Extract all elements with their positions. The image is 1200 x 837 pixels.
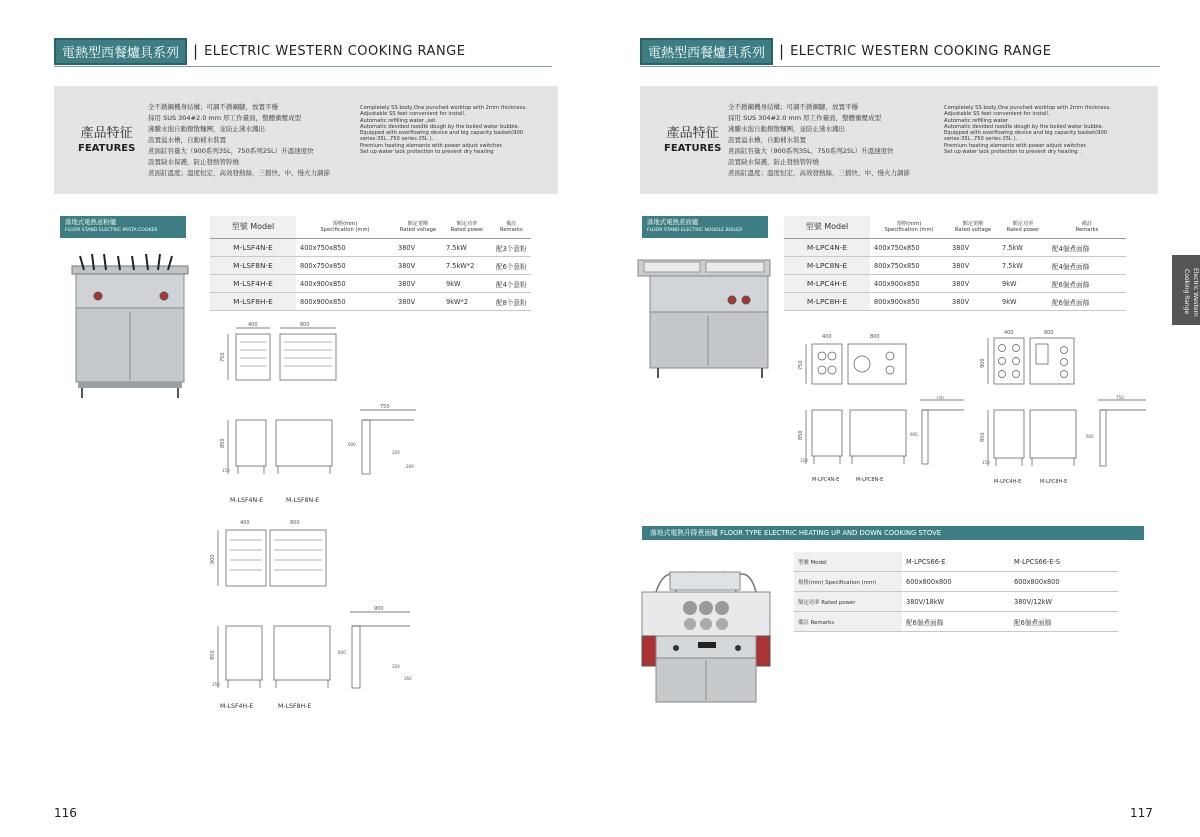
- features-label-zh: 產品特征: [666, 126, 719, 141]
- chapter-side-tab: Electric Western Cooking Range: [1172, 255, 1200, 325]
- caption: M-LPC4N-E: [812, 477, 840, 483]
- cell-power: 7.5kW: [998, 239, 1048, 257]
- stove-key: 規格(mm) Specification (mm): [794, 572, 902, 592]
- feature-line: 沸騰水泡自動撥散麵團，並防止沸水濺出: [728, 125, 845, 133]
- col-header-zh: 備註: [506, 220, 517, 227]
- stove-key: 備註 Remarks: [794, 612, 902, 632]
- cell-spec: 400x900x850: [296, 275, 394, 293]
- col-header-voltage: [394, 216, 442, 239]
- feature-line: Equipped with overflowing device and big capacity basket(900: [360, 130, 524, 137]
- right-page: [600, 0, 1200, 837]
- cell-remarks: 配4个意粉: [492, 275, 531, 293]
- feature-line: 煮面缸容量大（900系列35L，750系列25L）升溫速度快: [148, 147, 314, 155]
- stove-value: 配6個煮面篩: [1010, 612, 1118, 632]
- feature-line: Adjustable SS feet convenient for install.: [360, 111, 466, 118]
- dim-label: 150: [222, 468, 230, 473]
- cell-remarks: 配6個煮面篩: [1048, 293, 1126, 311]
- stove-value: M-LPCS66-E-S: [1010, 552, 1118, 572]
- page-number: 117: [1130, 806, 1153, 820]
- col-header-zh: 備註: [1081, 220, 1093, 227]
- dim-label: 800: [870, 334, 880, 340]
- side-view-drawing-b: [210, 604, 430, 694]
- cell-model: M-LSF8H-E: [210, 293, 296, 311]
- dim-label: 260: [404, 676, 412, 681]
- col-header-en: Remarks: [1075, 227, 1099, 233]
- caption: M-LPC8N-E: [856, 477, 884, 483]
- dim-label: 750: [798, 360, 804, 370]
- table-row: [210, 293, 531, 311]
- cell-voltage: 380V: [394, 257, 442, 275]
- cell-spec: 400x900x850: [870, 275, 948, 293]
- stove-value: 配6個煮面篩: [902, 612, 1010, 632]
- header-separator: |: [779, 42, 785, 60]
- dim-label: 600: [348, 442, 356, 447]
- header-rule: [640, 66, 1160, 67]
- dim-label: 750: [936, 396, 944, 400]
- product-tag: [60, 216, 186, 238]
- cell-power: 9kW: [998, 275, 1048, 293]
- cell-remarks: 配4個煮面篩: [1048, 257, 1126, 275]
- dim-label: 900: [980, 358, 986, 368]
- col-header-voltage: [948, 216, 998, 239]
- dim-label: 320: [392, 664, 400, 669]
- col-header-en: Rated voltage: [399, 227, 437, 233]
- dim-label: 850: [798, 430, 804, 440]
- header-title-cn: 電熱型西餐爐具系列: [640, 38, 773, 65]
- feature-line: 煮面缸溫度；溫度恒定，高效發熱絲，三擋快、中、慢火力調節: [148, 169, 330, 177]
- dim-label: 750: [220, 352, 226, 362]
- feature-line: Automatic devided noodle dough by the boiled water bubble.: [360, 123, 520, 130]
- cell-spec: 400x750x850: [296, 239, 394, 257]
- feature-line: Completely SS body,One punched worktop with 2mm thickness.: [360, 105, 527, 111]
- page-number: 116: [54, 806, 77, 820]
- top-view-drawing-a: [798, 330, 918, 390]
- table-row: [794, 572, 1118, 592]
- right-header: [640, 40, 1051, 62]
- dim-label: 150: [982, 460, 990, 465]
- features-panel: [54, 86, 558, 194]
- features-label: [664, 122, 721, 154]
- feature-line: 設置溢水槽，自動補水裝置: [728, 136, 806, 144]
- feature-line: series:35L ,750 series 25L ).: [360, 136, 434, 143]
- feature-line: Set up water lack protection to prevent dry heating: [360, 149, 494, 156]
- stove-value: 380V/18kW: [902, 592, 1010, 612]
- cell-model: M-LPC8H-E: [784, 293, 870, 311]
- side-view-drawing-b: [980, 394, 1150, 472]
- cell-model: M-LPC8N-E: [784, 257, 870, 275]
- cell-remarks: 配8个意粉: [492, 293, 531, 311]
- side-view-drawing-a: [220, 402, 440, 482]
- col-header-power: [998, 216, 1048, 239]
- col-header-zh: 規格(mm): [332, 220, 358, 227]
- col-header-power: [442, 216, 492, 239]
- cell-model: M-LSF8N-E: [210, 257, 296, 275]
- cell-model: M-LSF4H-E: [210, 275, 296, 293]
- dim-label: 800: [300, 322, 310, 328]
- cell-power: 7.5kW: [998, 257, 1048, 275]
- feature-line: 設置缺水保護，防止發熱管幹燒: [148, 158, 239, 166]
- stove-value: M-LPCS66-E: [902, 552, 1010, 572]
- cell-remarks: 配4個煮面篩: [1048, 239, 1126, 257]
- feature-line: 沸騰水泡自動撥散麵團，並防止沸水濺出: [148, 125, 265, 133]
- side-view-drawing-a: [798, 396, 968, 472]
- cell-voltage: 380V: [948, 275, 998, 293]
- cell-spec: 800x900x850: [870, 293, 948, 311]
- feature-line: Premium heating elements with power adjust switcher.: [944, 142, 1087, 149]
- table-row: [784, 293, 1126, 311]
- dim-label: 850: [210, 650, 216, 660]
- col-header-remarks: [492, 216, 531, 239]
- col-header-zh: 額定功率: [1012, 220, 1034, 227]
- feature-line: 設置溢水槽，自動補水裝置: [148, 136, 226, 144]
- dim-label: 600: [338, 650, 346, 655]
- col-header-spec: [870, 216, 948, 239]
- cell-power: 7.5kW*2: [442, 257, 492, 275]
- product-tag-zh: 落地式電熱煮面爐: [647, 218, 699, 226]
- product-tag-en: FLOOR STAND ELECTRIC NOODLE BOILER: [647, 227, 743, 233]
- dim-label: 900: [210, 554, 216, 564]
- dim-label: 600: [910, 432, 918, 437]
- features-label-en: FEATURES: [78, 143, 136, 154]
- col-header-en: Rated power: [450, 227, 484, 233]
- spec-table: [210, 216, 531, 311]
- cell-voltage: 380V: [948, 239, 998, 257]
- col-header-model: 型號 Model: [210, 216, 296, 239]
- col-header-model: 型號 Model: [784, 216, 870, 239]
- table-row: [784, 257, 1126, 275]
- col-header-en: Specification (mm): [320, 227, 370, 233]
- cell-model: M-LPC4H-E: [784, 275, 870, 293]
- caption: M-LSF4H-E: [220, 703, 254, 710]
- col-header-zh: 額定功率: [456, 220, 478, 227]
- dim-label: 400: [1004, 330, 1014, 336]
- stove-key: 額定功率 Rated power: [794, 592, 902, 612]
- caption: M-LPC4H-E: [994, 479, 1022, 485]
- dim-label: 800: [1044, 330, 1054, 336]
- header-title-en: ELECTRIC WESTERN COOKING RANGE: [790, 43, 1052, 59]
- feature-line: 全不銹鋼機身結構；可調不銹鋼腳，放置平穩: [728, 103, 858, 111]
- cooking-stove-photo: [636, 552, 776, 712]
- stove-value: 600x800x800: [1010, 572, 1118, 592]
- stove-section-bar: 落地式電熱升降煮面爐 FLOOR TYPE ELECTRIC HEATING UP AND DOWN COOKING STOVE: [642, 526, 1144, 540]
- col-header-zh: 額定電壓: [407, 220, 429, 227]
- features-label-zh: 產品特征: [80, 126, 133, 141]
- feature-line: Set up water lack protection to prevent dry heating .: [944, 149, 1081, 156]
- header-title-cn: 電熱型西餐爐具系列: [54, 38, 187, 65]
- col-header-remarks: [1048, 216, 1126, 239]
- stove-key: 型號 Model: [794, 552, 902, 572]
- feature-line: Equipped with overflowing device and big capacity basket(900: [944, 130, 1108, 137]
- cell-voltage: 380V: [394, 275, 442, 293]
- dim-label: 400: [248, 322, 258, 328]
- cell-remarks: 配6個煮面篩: [1048, 275, 1126, 293]
- cell-power: 7.5kW: [442, 239, 492, 257]
- pasta-cooker-photo: [62, 248, 192, 408]
- col-header-en: Rated voltage: [954, 227, 992, 233]
- dim-label: 800: [290, 520, 300, 526]
- cell-power: 9kW: [442, 275, 492, 293]
- dim-label: 750: [380, 404, 390, 410]
- dim-label: 850: [220, 438, 226, 448]
- features-label-en: FEATURES: [664, 143, 722, 154]
- col-header-zh: 額定電壓: [962, 220, 984, 227]
- noodle-boiler-photo: [636, 250, 776, 380]
- feature-line: series:35L ,750 series 25L ).: [944, 136, 1018, 143]
- cell-voltage: 380V: [948, 293, 998, 311]
- dim-label: 750: [1116, 395, 1124, 400]
- caption: M-LSF4N-E: [230, 497, 264, 504]
- caption: M-LSF8H-E: [278, 703, 312, 710]
- table-row: [784, 275, 1126, 293]
- feature-line: Adjustable SS feet convenient for install.: [944, 111, 1050, 118]
- feature-line: Automatic refilling water ,set.: [360, 117, 437, 124]
- feature-line: 全不銹鋼機身結構；可調不銹鋼腳，放置平穩: [148, 103, 278, 111]
- table-row: [784, 239, 1126, 257]
- header-title-en: ELECTRIC WESTERN COOKING RANGE: [204, 43, 466, 59]
- features-zh-list: [728, 102, 910, 179]
- table-row: [794, 552, 1118, 572]
- feature-line: 煮面缸容量大（900系列35L，750系列25L）升溫速度快: [728, 147, 894, 155]
- table-row: [210, 239, 531, 257]
- dim-label: 900: [374, 606, 384, 612]
- feature-line: 採用 SUS 304#2.0 mm 厚工作臺面，整體衝壓成型: [728, 114, 882, 122]
- col-header-en: Specification (mm): [884, 227, 934, 233]
- features-zh-list: [148, 102, 330, 179]
- cell-spec: 800x750x850: [296, 257, 394, 275]
- feature-line: Automatic refilling water: [944, 117, 1009, 124]
- col-header-en: Rated power: [1006, 227, 1040, 233]
- table-row: [210, 275, 531, 293]
- features-panel: [640, 86, 1158, 194]
- stove-spec-table: [794, 552, 1118, 632]
- stove-value: 600x800x800: [902, 572, 1010, 592]
- col-header-en: Remarks: [499, 227, 523, 233]
- features-en-list: [360, 105, 550, 155]
- caption: M-LPC8H-E: [1040, 479, 1068, 485]
- table-row: [794, 612, 1118, 632]
- dim-label: 400: [822, 334, 832, 340]
- header-rule: [54, 66, 552, 67]
- cell-voltage: 380V: [948, 257, 998, 275]
- cell-spec: 800x750x850: [870, 257, 948, 275]
- dim-label: 400: [240, 520, 250, 526]
- stove-value: 380V/12kW: [1010, 592, 1118, 612]
- dim-label: 260: [406, 464, 414, 469]
- cell-power: 9kW: [998, 293, 1048, 311]
- table-row: [794, 592, 1118, 612]
- header-separator: |: [193, 42, 199, 60]
- dim-label: 150: [800, 458, 808, 463]
- product-tag-zh: 落地式電熱意粉爐: [65, 218, 117, 226]
- top-view-drawing-b: [210, 516, 340, 592]
- feature-line: 採用 SUS 304#2.0 mm 厚工作臺面，整體衝壓成型: [148, 114, 302, 122]
- features-label: [78, 122, 135, 154]
- spec-table: [784, 216, 1126, 311]
- product-tag-en: FLOOR STAND ELECTRIC PASTA COOKER: [65, 227, 158, 233]
- dim-label: 600: [1086, 434, 1094, 439]
- features-en-list: [944, 105, 1134, 155]
- top-view-drawing-a: [220, 318, 350, 388]
- feature-line: Premium heating elements with power adjust switcher.: [360, 142, 503, 149]
- product-tag: [642, 216, 768, 238]
- cell-spec: 400x750x850: [870, 239, 948, 257]
- cell-model: M-LSF4N-E: [210, 239, 296, 257]
- cell-model: M-LPC4N-E: [784, 239, 870, 257]
- cell-spec: 800x900x850: [296, 293, 394, 311]
- cell-power: 9kW*2: [442, 293, 492, 311]
- dim-label: 850: [980, 432, 986, 442]
- col-header-zh: 規格(mm): [896, 220, 922, 227]
- table-row: [210, 257, 531, 275]
- feature-line: 煮面缸溫度；溫度恒定，高效發熱絲，三擋快、中、慢火力調節: [728, 169, 910, 177]
- caption: M-LSF8N-E: [286, 497, 320, 504]
- cell-remarks: 配6个意粉: [492, 257, 531, 275]
- col-header-spec: [296, 216, 394, 239]
- cell-voltage: 380V: [394, 293, 442, 311]
- dim-label: 150: [212, 682, 220, 687]
- dim-label: 320: [392, 450, 400, 455]
- top-view-drawing-b: [980, 326, 1080, 390]
- cell-voltage: 380V: [394, 239, 442, 257]
- feature-line: 設置缺水保護，防止發熱管幹燒: [728, 158, 819, 166]
- feature-line: Automatic devided noodle dough by the boiled water bubble.: [944, 123, 1104, 130]
- feature-line: Completely SS body,One punched worktop with 2mm thickness.: [944, 105, 1111, 111]
- cell-remarks: 配3个意粉: [492, 239, 531, 257]
- left-header: [54, 40, 465, 62]
